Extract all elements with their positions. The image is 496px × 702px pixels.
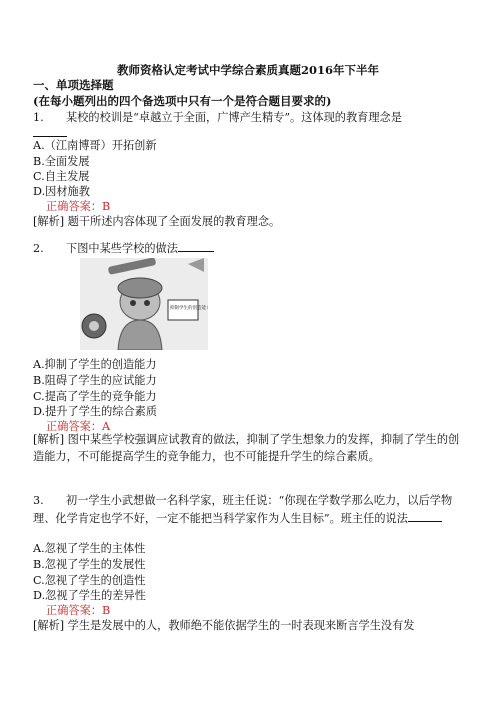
question-2-option-b: B.阻碍了学生的应试能力 xyxy=(33,374,157,387)
question-1-answer: 正确答案：B xyxy=(46,200,111,213)
cartoon-image xyxy=(80,258,208,350)
question-3-stem xyxy=(33,493,463,527)
question-1-option-c: C.自主发展 xyxy=(33,170,90,183)
sign-text: 抑制学生的创造能力 xyxy=(170,306,208,311)
question-2-option-d: D.提升了学生的综合素质 xyxy=(33,405,158,418)
question-3-analysis: [解析] 学生是发展中的人，教师绝不能依据学生的一时表现来断言学生没有发 xyxy=(33,619,415,632)
question-3-stem-text: 3. 初一学生小武想做一名科学家，班主任说：“你现在学数学那么吃力，以后学物理、化学肯定也学不好，一定不能把当科学家作为人生目标”。班主任的说法 xyxy=(33,494,453,525)
question-1-option-a: A.（江南博哥）开拓创新 xyxy=(33,139,157,152)
question-2-stem xyxy=(33,240,214,256)
question-3-option-c: C.忽视了学生的创造性 xyxy=(33,574,146,587)
section-heading: 一、单项选择题 xyxy=(33,78,114,92)
question-1-option-d: D.因材施教 xyxy=(33,185,90,198)
question-1-option-b: B.全面发展 xyxy=(33,155,90,168)
question-2-stem-text: 2. 下图中某些学校的做法 xyxy=(33,242,178,255)
question-2-answer: 正确答案：A xyxy=(46,420,111,433)
question-2-option-a: A.抑制了学生的创造能力 xyxy=(33,358,157,371)
question-2-analysis: [解析] 图中某些学校强调应试教育的做法，抑制了学生想象力的发挥，抑制了学生的创造能力，不可能提高学生的竞争能力，也不可能提升学生的综合素质。 xyxy=(33,433,460,463)
question-1-analysis: [解析] 题干所述内容体现了全面发展的教育理念。 xyxy=(33,215,281,228)
question-3-answer: 正确答案：B xyxy=(46,604,111,617)
question-2-option-c: C.提高了学生的竞争能力 xyxy=(33,390,157,403)
page-title: 教师资格认定考试中学综合素质真题2016年下半年 xyxy=(116,63,379,77)
question-3-option-a: A.忽视了学生的主体性 xyxy=(33,542,146,555)
question-3-option-d: D.忽视了学生的差异性 xyxy=(33,589,146,602)
question-3-option-b: B.忽视了学生的发展性 xyxy=(33,558,146,571)
question-1-stem: 1. 某校的校训是“卓越立于全面，广博产生精专”。这体现的教育理念是 xyxy=(33,111,402,124)
section-note: (在每小题列出的四个备选项中只有一个是符合题目要求的) xyxy=(33,94,332,108)
cartoon-illustration xyxy=(80,258,208,350)
